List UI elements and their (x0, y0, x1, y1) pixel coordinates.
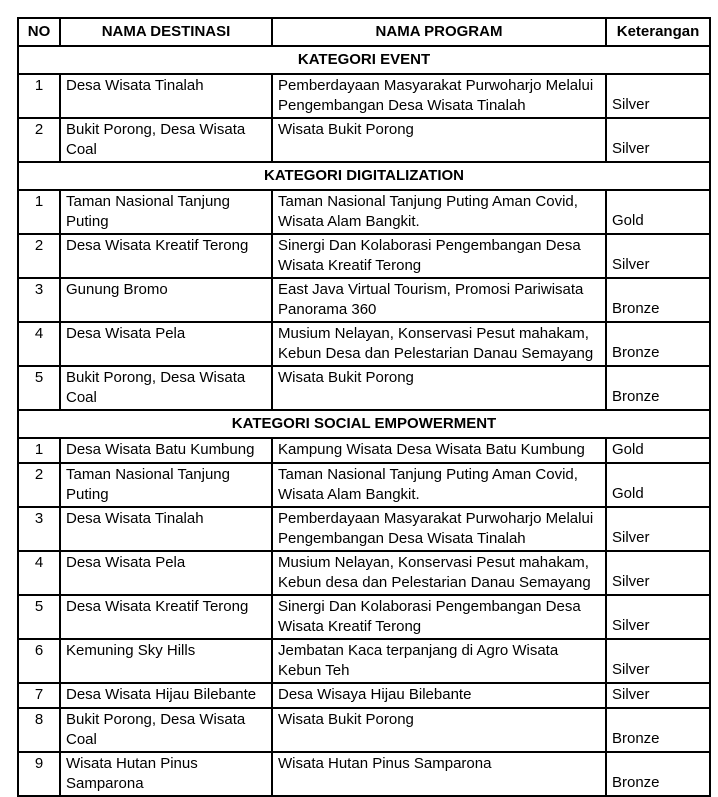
cell-no: 4 (18, 551, 60, 595)
cell-no: 9 (18, 752, 60, 796)
cell-destinasi: Desa Wisata Tinalah (60, 74, 272, 118)
cell-program: Wisata Bukit Porong (272, 118, 606, 162)
cell-keterangan: Bronze (606, 752, 710, 796)
cell-program: Wisata Bukit Porong (272, 708, 606, 752)
table-row (18, 234, 710, 278)
cell-keterangan: Silver (606, 551, 710, 595)
cell-destinasi: Desa Wisata Kreatif Terong (60, 234, 272, 278)
table-header-row (18, 18, 710, 46)
section-title: KATEGORI SOCIAL EMPOWERMENT (18, 410, 710, 438)
cell-no: 2 (18, 463, 60, 507)
cell-keterangan: Silver (606, 507, 710, 551)
cell-program: Desa Wisaya Hijau Bilebante (272, 683, 606, 708)
col-header-keterangan: Keterangan (606, 18, 710, 46)
cell-destinasi: Desa Wisata Batu Kumbung (60, 438, 272, 463)
cell-program: Musium Nelayan, Konservasi Pesut mahakam, Kebun Desa dan Pelestarian Danau Semayang (272, 322, 606, 366)
col-header-no: NO (18, 18, 60, 46)
cell-program: Jembatan Kaca terpanjang di Agro Wisata Kebun Teh (272, 639, 606, 683)
table-row (18, 551, 710, 595)
cell-keterangan: Bronze (606, 708, 710, 752)
cell-destinasi: Bukit Porong, Desa Wisata Coal (60, 118, 272, 162)
section-header-row (18, 46, 710, 74)
section-title: KATEGORI DIGITALIZATION (18, 162, 710, 190)
cell-destinasi: Gunung Bromo (60, 278, 272, 322)
cell-destinasi: Desa Wisata Hijau Bilebante (60, 683, 272, 708)
col-header-nama-program: NAMA PROGRAM (272, 18, 606, 46)
cell-program: East Java Virtual Tourism, Promosi Pariwisata Panorama 360 (272, 278, 606, 322)
cell-destinasi: Bukit Porong, Desa Wisata Coal (60, 366, 272, 410)
cell-keterangan: Bronze (606, 278, 710, 322)
cell-no: 4 (18, 322, 60, 366)
table-row (18, 74, 710, 118)
cell-keterangan: Silver (606, 234, 710, 278)
table-row (18, 366, 710, 410)
cell-keterangan: Silver (606, 118, 710, 162)
cell-keterangan: Gold (606, 190, 710, 234)
cell-destinasi: Desa Wisata Pela (60, 322, 272, 366)
cell-no: 1 (18, 438, 60, 463)
cell-no: 8 (18, 708, 60, 752)
table-row (18, 118, 710, 162)
cell-no: 7 (18, 683, 60, 708)
table-row (18, 507, 710, 551)
cell-destinasi: Kemuning Sky Hills (60, 639, 272, 683)
cell-program: Wisata Bukit Porong (272, 366, 606, 410)
cell-keterangan: Gold (606, 463, 710, 507)
cell-no: 5 (18, 366, 60, 410)
table-row (18, 190, 710, 234)
table-row (18, 322, 710, 366)
table-row (18, 438, 710, 463)
table-row (18, 278, 710, 322)
cell-keterangan: Gold (606, 438, 710, 463)
table-row (18, 708, 710, 752)
cell-program: Taman Nasional Tanjung Puting Aman Covid, Wisata Alam Bangkit. (272, 463, 606, 507)
cell-destinasi: Bukit Porong, Desa Wisata Coal (60, 708, 272, 752)
cell-program: Sinergi Dan Kolaborasi Pengembangan Desa Wisata Kreatif Terong (272, 595, 606, 639)
section-header-row (18, 410, 710, 438)
section-title: KATEGORI EVENT (18, 46, 710, 74)
cell-program: Pemberdayaan Masyarakat Purwoharjo Melalui Pengembangan Desa Wisata Tinalah (272, 507, 606, 551)
cell-no: 1 (18, 74, 60, 118)
cell-keterangan: Bronze (606, 366, 710, 410)
cell-no: 6 (18, 639, 60, 683)
cell-destinasi: Taman Nasional Tanjung Puting (60, 463, 272, 507)
cell-no: 5 (18, 595, 60, 639)
cell-program: Sinergi Dan Kolaborasi Pengembangan Desa Wisata Kreatif Terong (272, 234, 606, 278)
cell-keterangan: Silver (606, 74, 710, 118)
cell-no: 1 (18, 190, 60, 234)
table-row (18, 683, 710, 708)
cell-program: Musium Nelayan, Konservasi Pesut mahakam, Kebun desa dan Pelestarian Danau Semayang (272, 551, 606, 595)
cell-no: 2 (18, 118, 60, 162)
table-row (18, 752, 710, 796)
cell-destinasi: Desa Wisata Tinalah (60, 507, 272, 551)
section-header-row (18, 162, 710, 190)
cell-program: Pemberdayaan Masyarakat Purwoharjo Melalui Pengembangan Desa Wisata Tinalah (272, 74, 606, 118)
cell-keterangan: Bronze (606, 322, 710, 366)
cell-program: Wisata Hutan Pinus Samparona (272, 752, 606, 796)
cell-keterangan: Silver (606, 595, 710, 639)
cell-keterangan: Silver (606, 639, 710, 683)
table-body (18, 46, 710, 796)
cell-keterangan: Silver (606, 683, 710, 708)
cell-destinasi: Desa Wisata Kreatif Terong (60, 595, 272, 639)
col-header-nama-destinasi: NAMA DESTINASI (60, 18, 272, 46)
cell-program: Taman Nasional Tanjung Puting Aman Covid, Wisata Alam Bangkit. (272, 190, 606, 234)
cell-no: 2 (18, 234, 60, 278)
cell-destinasi: Wisata Hutan Pinus Samparona (60, 752, 272, 796)
cell-no: 3 (18, 507, 60, 551)
cell-program: Kampung Wisata Desa Wisata Batu Kumbung (272, 438, 606, 463)
cell-destinasi: Taman Nasional Tanjung Puting (60, 190, 272, 234)
table-row (18, 639, 710, 683)
table-row (18, 463, 710, 507)
awards-table (17, 17, 711, 797)
cell-no: 3 (18, 278, 60, 322)
cell-destinasi: Desa Wisata Pela (60, 551, 272, 595)
table-row (18, 595, 710, 639)
